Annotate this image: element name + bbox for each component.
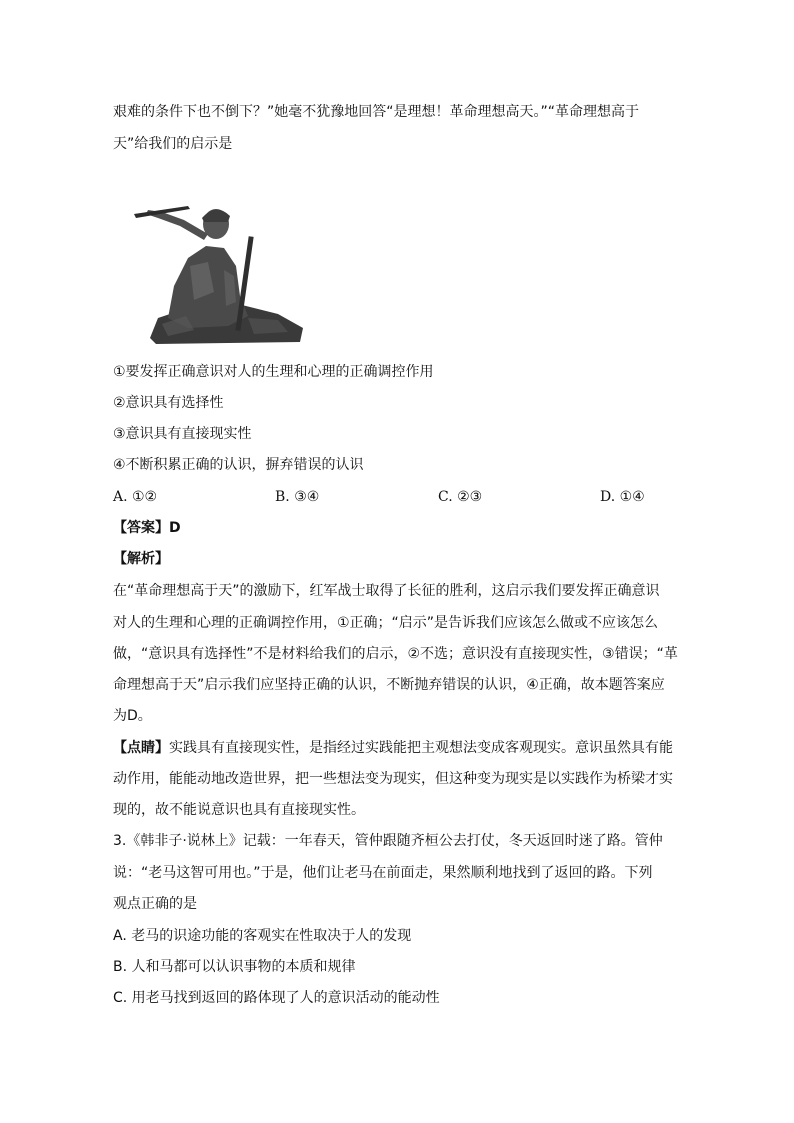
statement-1: ①要发挥正确意识对人的生理和心理的正确调控作用 [113,364,434,380]
soldier-statue-image [128,196,308,348]
question3-option-a: A. 老马的识途功能的客观实在性取决于人的发现 [113,928,412,944]
note-line-3: 现的，故不能说意识也具有直接现实性。 [113,802,365,818]
question3-line-2: 说：“老马这智可用也。”于是，他们让老马在前面走，果然顺利地找到了返回的路。下列 [113,865,653,881]
option-c: C. ②③ [438,489,483,505]
question3-option-c: C. 用老马找到返回的路体现了人的意识活动的能动性 [113,990,440,1006]
statement-2: ②意识具有选择性 [113,395,224,411]
note-line-1 [113,739,673,757]
intro-line-1: 艰难的条件下也不倒下？”她毫不犹豫地回答“是理想！革命理想高天。”“革命理想高于 [113,104,640,120]
analysis-heading: 【解析】 [113,551,169,567]
option-b: B. ③④ [275,489,320,505]
answer: 【答案】D [113,520,181,536]
note-label: 【点睛】 [113,740,169,756]
analysis-line-3: 做，“意识具有选择性”不是材料给我们的启示，②不选；意识没有直接现实性，③错误；“革 [113,646,678,662]
option-a: A. ①② [113,489,158,505]
statement-3: ③意识具有直接现实性 [113,426,252,442]
question3-line-3: 观点正确的是 [113,896,197,912]
intro-line-2: 天”给我们的启示是 [113,136,233,152]
note-text-1: 实践具有直接现实性，是指经过实践能把主观想法变成客观现实。意识虽然具有能 [169,740,673,756]
note-line-2: 动作用，能能动地改造世界，把一些想法变为现实，但这种变为现实是以实践作为桥梁才实 [113,771,673,787]
analysis-line-2: 对人的生理和心理的正确调控作用，①正确；“启示”是告诉我们应该怎么做或不应该怎么 [113,615,659,631]
analysis-line-5: 为D。 [113,708,152,724]
question3-option-b: B. 人和马都可以认识事物的本质和规律 [113,959,356,975]
question3-line-1: 3.《韩非子·说林上》记载：一年春天，管仲跟随齐桓公去打仗，冬天返回时迷了路。管仲 [113,833,663,849]
analysis-line-1: 在“革命理想高于天”的激励下，红军战士取得了长征的胜利，这启示我们要发挥正确意识 [113,583,660,599]
statement-4: ④不断积累正确的认识，摒弃错误的认识 [113,457,364,473]
option-d: D. ①④ [600,489,645,505]
analysis-line-4: 命理想高于天”启示我们应坚持正确的认识，不断抛弃错误的认识，④正确，故本题答案应 [113,677,665,693]
